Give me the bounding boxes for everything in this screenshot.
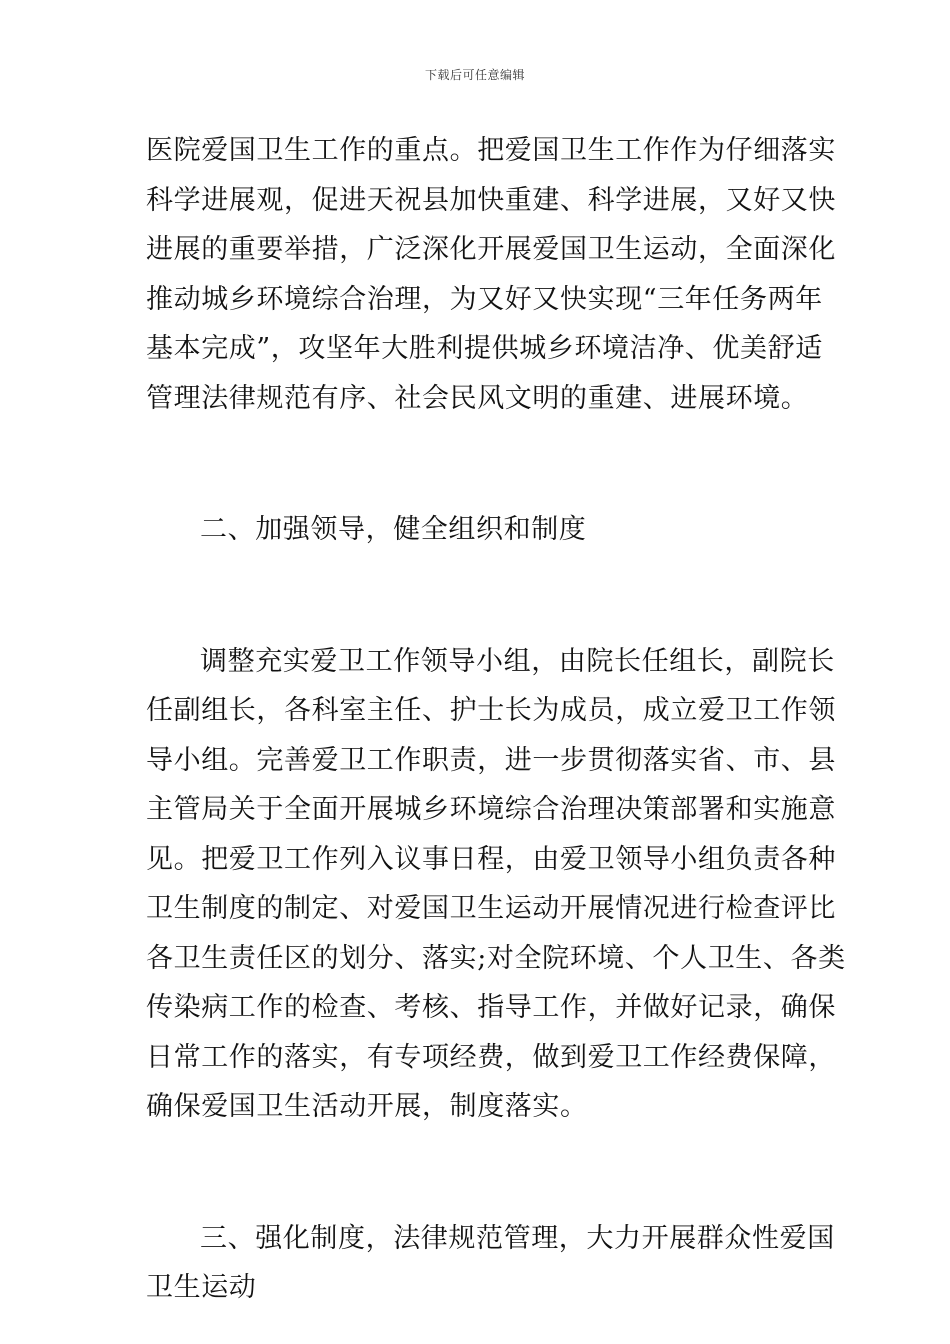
text-line: 调整充实爱卫工作领导小组，由院长任组长，副院长 [200, 645, 835, 677]
text-line: 医院爱国卫生工作的重点。把爱国卫生工作作为仔细落实 [146, 135, 836, 166]
page-header-note: 下载后可任意编辑 [424, 68, 525, 82]
text-line: 管理法律规范有序、社会民风文明的重建、进展环境。 [146, 382, 809, 414]
section-heading-3 [146, 1214, 835, 1313]
paragraph-spacer [146, 1132, 806, 1214]
paragraph-spacer [146, 423, 806, 505]
text-line: 任副组长，各科室主任、护士长为成员，成立爱卫工作领 [146, 695, 836, 726]
section-heading-text: 三、强化制度，法律规范管理，大力开展群众性爱国 [200, 1222, 835, 1254]
text-line: 确保爱国卫生活动开展，制度落实。 [146, 1091, 588, 1122]
document-body [146, 126, 846, 1313]
section-heading-text: 卫生运动 [146, 1272, 257, 1303]
text-line: 科学进展观，促进天祝县加快重建、科学进展，又好又快 [146, 184, 836, 216]
text-line: 基本完成”，攻坚年大胜利提供城乡环境洁净、优美舒适 [146, 333, 823, 364]
paragraph-intro [146, 126, 836, 423]
text-line: 主管局关于全面开展城乡环境综合治理决策部署和实施意 [146, 794, 836, 825]
text-line: 进展的重要举措，广泛深化开展爱国卫生运动，全面深化 [146, 234, 836, 265]
text-line: 卫生制度的制定、对爱国卫生运动开展情况进行检查评比 [146, 893, 836, 924]
text-line: 推动城乡环境综合治理，为又好又快实现“三年任务两年 [146, 283, 823, 315]
section-heading-2 [146, 505, 806, 555]
text-line: 日常工作的落实，有专项经费，做到爱卫工作经费保障， [146, 1041, 836, 1073]
section-heading-text: 二、加强领导，健全组织和制度 [200, 514, 587, 545]
text-line: 各卫生责任区的划分、落实;对全院环境、个人卫生、各类 [146, 942, 846, 974]
paragraph-leadership [146, 637, 846, 1132]
text-line: 导小组。完善爱卫工作职责，进一步贯彻落实省、市、县 [146, 744, 836, 776]
text-line: 传染病工作的检查、考核、指导工作，并做好记录，确保 [146, 992, 836, 1023]
paragraph-spacer [146, 555, 806, 637]
text-line: 见。把爱卫工作列入议事日程，由爱卫领导小组负责各种 [146, 843, 836, 875]
